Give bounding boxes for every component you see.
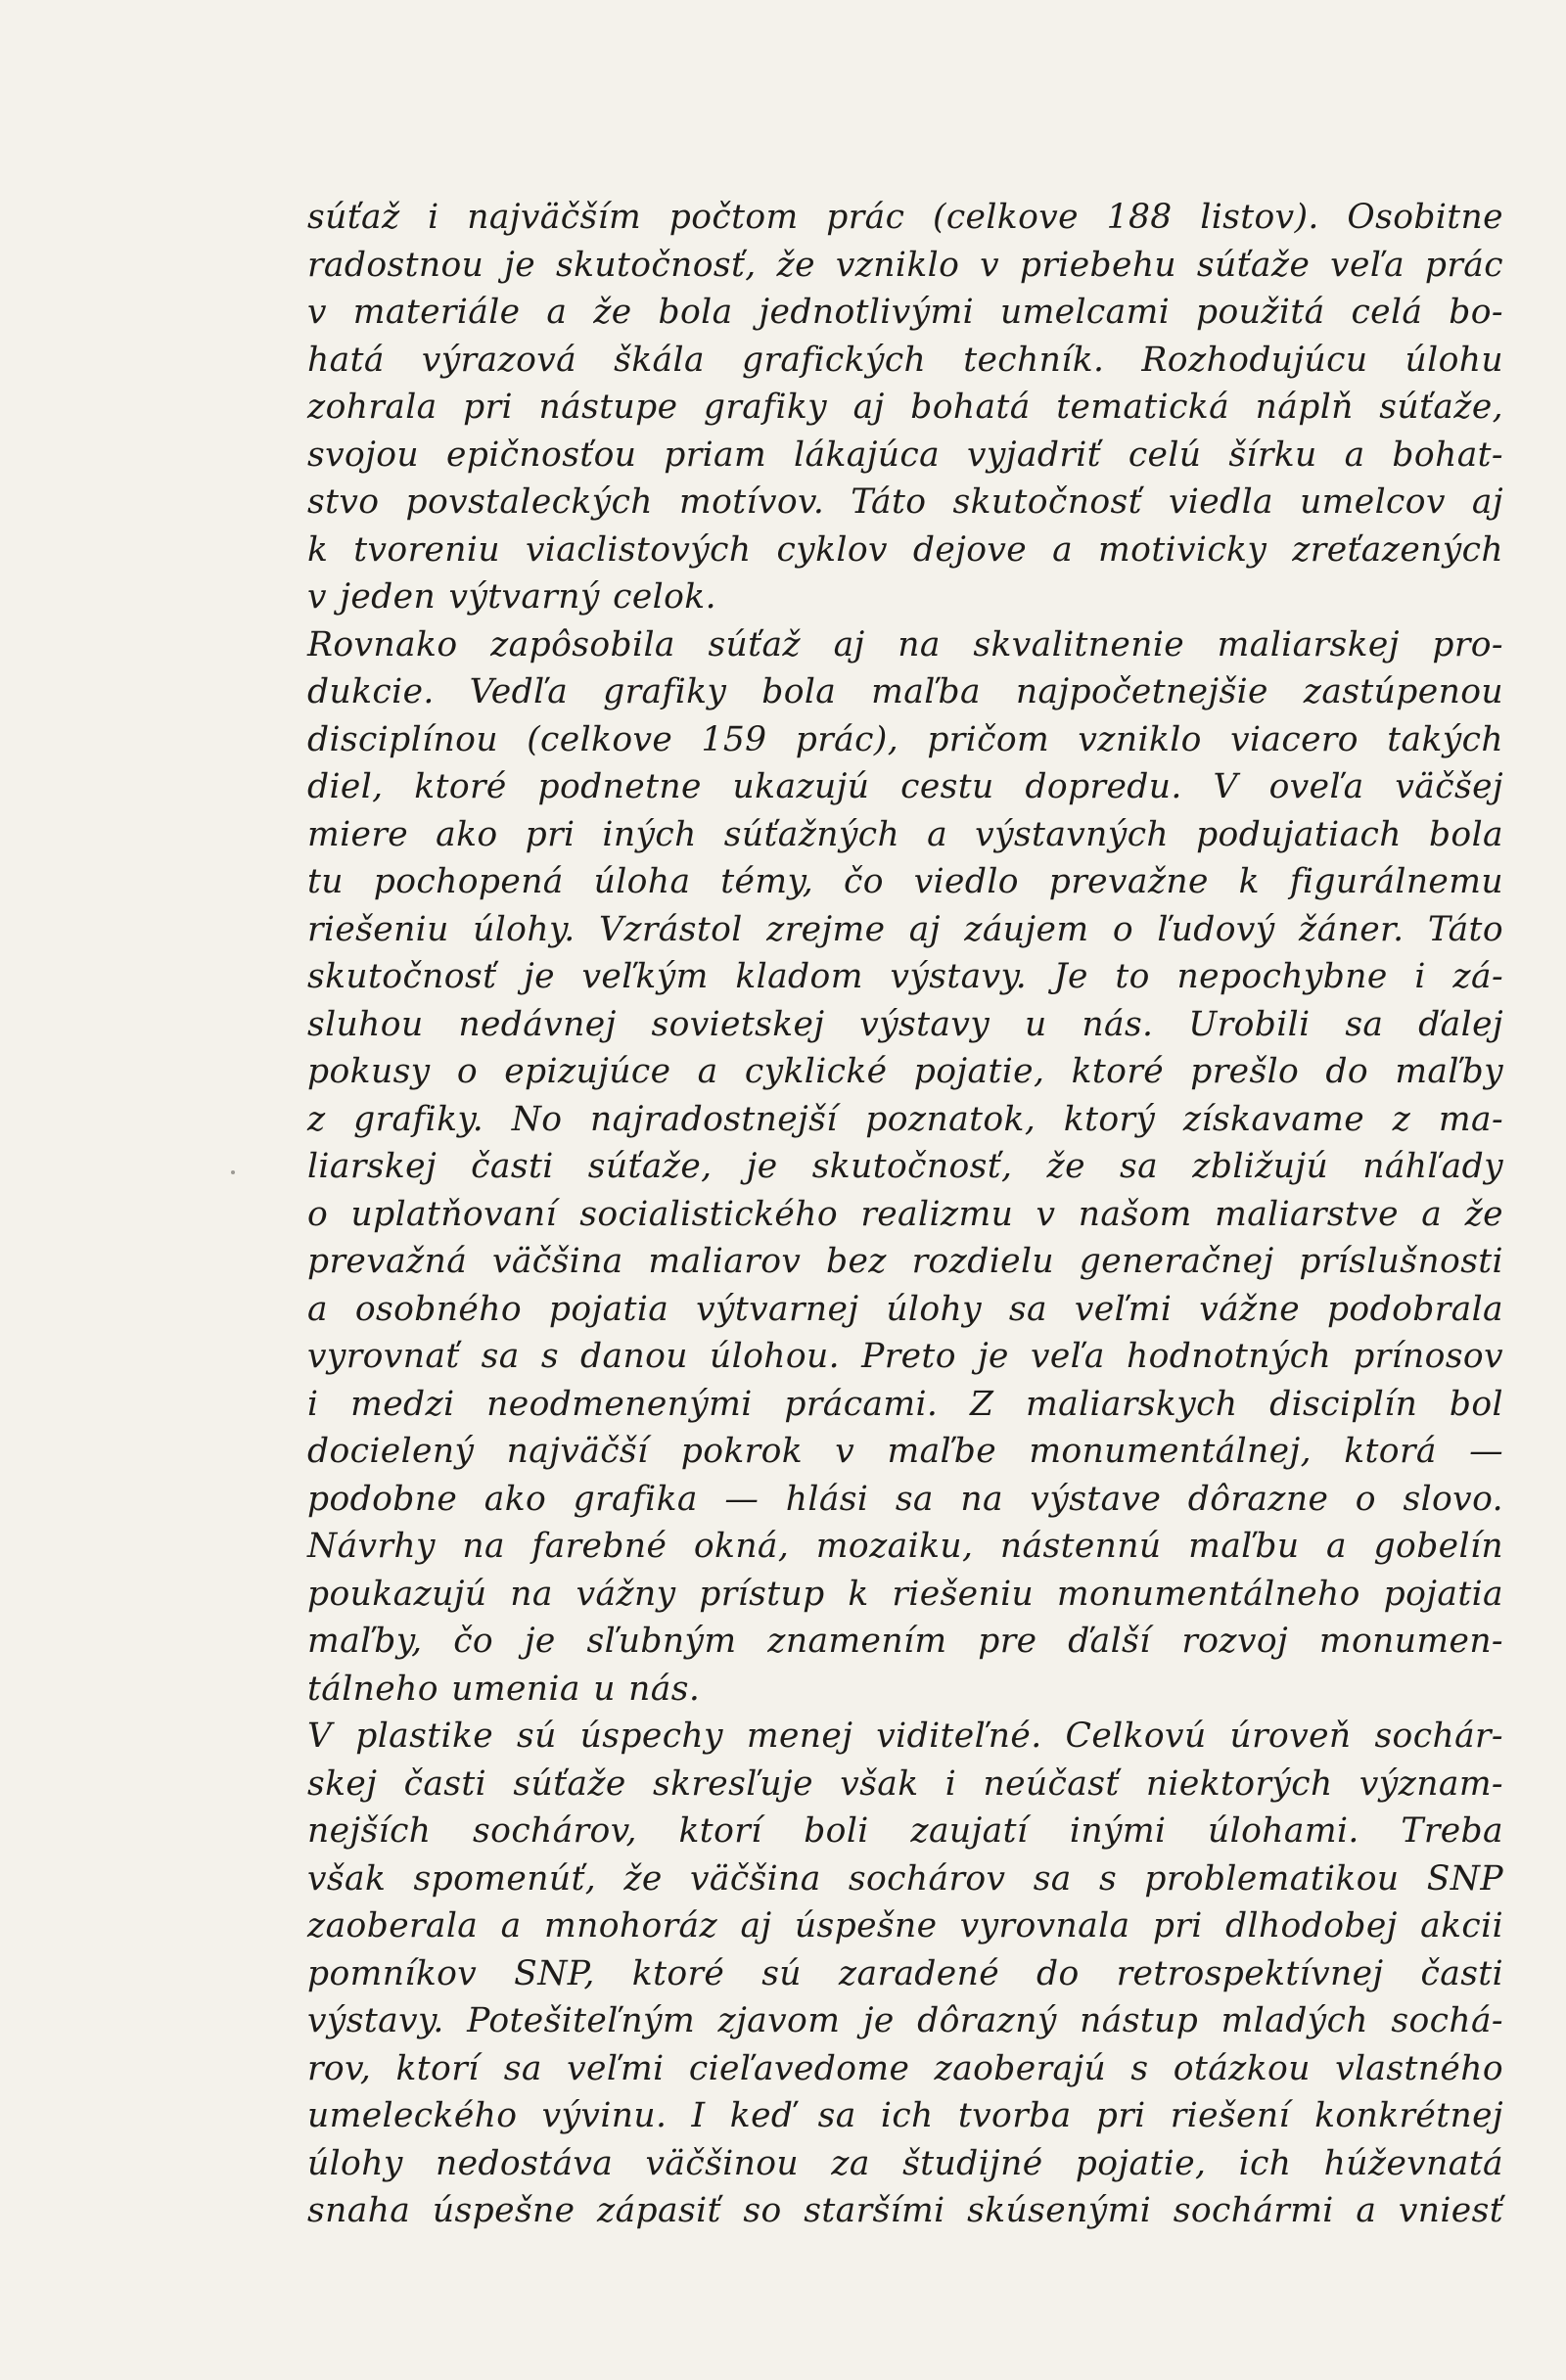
body-text [307, 194, 1503, 2235]
text-line: z grafiky. No najradostnejší poznatok, ktorý získavame z ma- [307, 1099, 1503, 1139]
text-line: umeleckého vývinu. I keď sa ich tvorba pri riešení konkrétnej [307, 2096, 1503, 2135]
text-line: Návrhy na farebné okná, mozaiku, nástennú maľbu a gobelín [307, 1527, 1503, 1566]
text-line: Rovnako zapôsobila súťaž aj na skvalitnenie maliarskej pro- [307, 624, 1503, 664]
paper-speck [231, 1170, 235, 1174]
text-line: úlohy nedostáva väčšinou za študijné pojatie, ich húževnatá [307, 2143, 1503, 2183]
text-line: v materiále a že bola jednotlivými umelcami použitá celá bo- [307, 293, 1503, 332]
text-line: svojou epičnosťou priam lákajúca vyjadriť celú šírku a bohat- [307, 435, 1503, 475]
text-line: liarskej časti súťaže, je skutočnosť, že sa zbližujú náhľady [307, 1147, 1503, 1186]
text-line: disciplínou (celkove 159 prác), pričom vzniklo viacero takých [307, 719, 1503, 759]
text-line: nejších sochárov, ktorí boli zaujatí inými úlohami. Treba [307, 1811, 1503, 1851]
text-line: pokusy o epizujúce a cyklické pojatie, ktoré prešlo do maľby [307, 1052, 1503, 1091]
text-line: v jeden výtvarný celok. [307, 577, 716, 617]
text-line: tu pochopená úloha témy, čo viedlo prevažne k figurálnemu [307, 862, 1503, 901]
text-line: docielený najväčší pokrok v maľbe monumentálnej, ktorá — [307, 1432, 1503, 1471]
text-line: i medzi neodmenenými prácami. Z maliarskych disciplín bol [307, 1384, 1503, 1424]
text-line: skej časti súťaže skresľuje však i neúčasť niektorých význam- [307, 1763, 1503, 1804]
text-line: výstavy. Potešiteľným zjavom je dôrazný nástup mladých sochá- [307, 2001, 1503, 2040]
text-line: maľby, čo je sľubným znamením pre ďalší rozvoj monumen- [307, 1622, 1503, 1661]
text-line: podobne ako grafika — hlási sa na výstave dôrazne o slovo. [307, 1479, 1503, 1519]
text-line: sluhou nedávnej sovietskej výstavy u nás. Urobili sa ďalej [307, 1004, 1503, 1044]
text-line: pomníkov SNP, ktoré sú zaradené do retrospektívnej časti [307, 1953, 1503, 1993]
text-line: hatá výrazová škála grafických techník. Rozhodujúcu úlohu [307, 340, 1503, 380]
text-line: zohrala pri nástupe grafiky aj bohatá tematická náplň súťaže, [307, 388, 1503, 427]
text-line: však spomenúť, že väčšina sochárov sa s problematikou SNP [307, 1858, 1503, 1899]
text-line: radostnou je skutočnosť, že vzniklo v priebehu súťaže veľa prác [307, 245, 1503, 285]
text-line: snaha úspešne zápasiť so staršími skúsenými sochármi a vniesť [307, 2191, 1503, 2230]
text-line: prevažná väčšina maliarov bez rozdielu generačnej príslušnosti [307, 1242, 1503, 1281]
text-line: riešeniu úlohy. Vzrástol zrejme aj záujem o ľudový žáner. Táto [307, 909, 1503, 949]
text-line: k tvoreniu viaclistových cyklov dejove a motivicky zreťazených [307, 529, 1503, 570]
text-line: a osobného pojatia výtvarnej úlohy sa veľmi vážne podobrala [307, 1289, 1503, 1329]
text-line: súťaž i najväčším počtom prác (celkove 188 listov). Osobitne [307, 198, 1503, 237]
text-line: dukcie. Vedľa grafiky bola maľba najpočetnejšie zastúpenou [307, 672, 1503, 711]
text-line: stvo povstaleckých motívov. Táto skutočnosť viedla umelcov aj [307, 482, 1503, 522]
text-line: diel, ktoré podnetne ukazujú cestu dopredu. V oveľa väčšej [307, 767, 1503, 806]
text-line: skutočnosť je veľkým kladom výstavy. Je to nepochybne i zá- [307, 957, 1503, 996]
text-line: o uplatňovaní socialistického realizmu v našom maliarstve a že [307, 1194, 1503, 1234]
text-line: V plastike sú úspechy menej viditeľné. Celkovú úroveň sochár- [307, 1716, 1503, 1756]
text-line: miere ako pri iných súťažných a výstavných podujatiach bola [307, 814, 1503, 854]
text-line: vyrovnať sa s danou úlohou. Preto je veľa hodnotných prínosov [307, 1337, 1503, 1376]
text-line: zaoberala a mnohoráz aj úspešne vyrovnala pri dlhodobej akcii [307, 1906, 1503, 1945]
text-line: poukazujú na vážny prístup k riešeniu monumentálneho pojatia [307, 1574, 1503, 1614]
text-line: rov, ktorí sa veľmi cieľavedome zaoberajú s otázkou vlastného [307, 2048, 1503, 2088]
text-line: tálneho umenia u nás. [307, 1669, 701, 1709]
